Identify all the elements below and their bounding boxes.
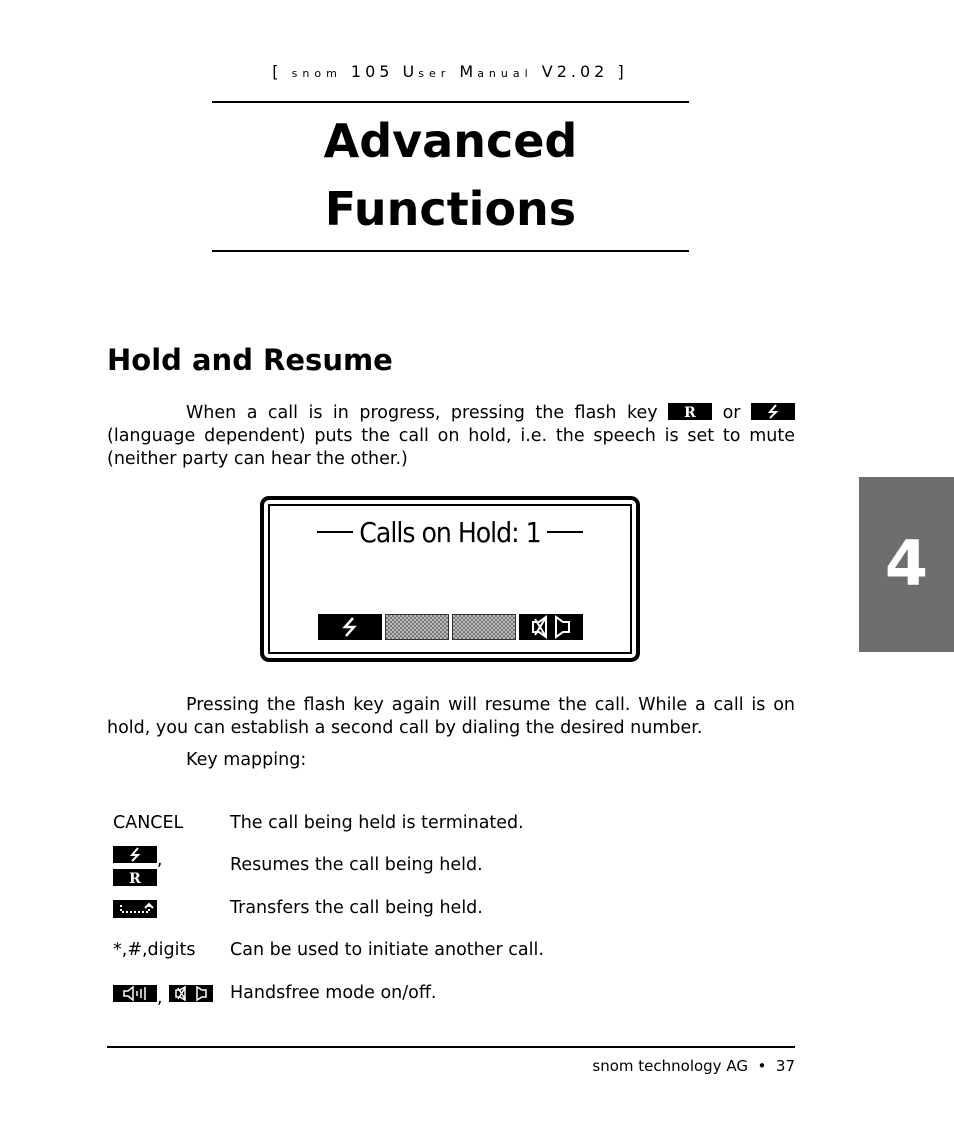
header-version: V2.02 xyxy=(541,62,609,81)
chapter-title xyxy=(212,107,689,243)
chapter-tab xyxy=(859,477,954,652)
keymap-digits-key: *,#,digits xyxy=(113,940,196,960)
speaker-key-icon xyxy=(113,985,157,1002)
keymap-handsfree-desc: Handsfree mode on/off. xyxy=(230,983,437,1003)
softkey-flash xyxy=(318,614,382,640)
svg-text:R: R xyxy=(129,871,141,886)
chapter-title-line2: Functions xyxy=(324,182,577,236)
footer-bullet: • xyxy=(757,1057,767,1075)
footer-rule xyxy=(107,1046,795,1048)
intro-or: or xyxy=(722,403,741,423)
header-brand: snom xyxy=(291,67,342,80)
phone-display xyxy=(260,496,640,662)
transfer-key-icon xyxy=(113,900,157,918)
header-user-initial: U xyxy=(402,62,419,81)
header-user-rest: ser xyxy=(418,67,451,80)
key-mapping-label: Key mapping: xyxy=(186,750,307,770)
resume-paragraph xyxy=(107,694,795,740)
keymap-transfer-desc: Transfers the call being held. xyxy=(230,898,483,918)
intro-text-2: (language dependent) puts the call on hold, i.e. the speech is set to mute (neither party can hear the other.) xyxy=(107,426,795,469)
keymap-cancel-desc: The call being held is terminated. xyxy=(230,813,524,833)
footer xyxy=(107,1057,795,1075)
softkey-empty-2 xyxy=(452,614,516,640)
page-number: 37 xyxy=(775,1057,795,1075)
keymap-separator: , xyxy=(157,850,163,870)
r-key-icon xyxy=(668,403,712,420)
header-bracket-close: ] xyxy=(617,62,628,81)
title-top-rule xyxy=(212,101,689,103)
keymap-digits-desc: Can be used to initiate another call. xyxy=(230,940,544,960)
softkey-empty-1 xyxy=(385,614,449,640)
header-model: 105 xyxy=(350,62,394,81)
title-bottom-rule xyxy=(212,250,689,252)
handsfree-off-key-icon xyxy=(169,985,213,1002)
phone-display-screen xyxy=(268,504,632,654)
flash-key-icon xyxy=(751,403,795,420)
handsfree-off-key-icon xyxy=(519,614,583,640)
footer-company: snom technology AG xyxy=(592,1057,748,1075)
flash-key-icon xyxy=(318,614,382,640)
display-calls-on-hold: Calls on Hold: 1 xyxy=(359,516,541,549)
svg-text:R: R xyxy=(684,405,696,420)
keymap-cancel-key: CANCEL xyxy=(113,813,184,833)
header-bracket-open: [ xyxy=(272,62,283,81)
r-key-icon xyxy=(113,869,157,886)
header-manual-initial: M xyxy=(459,62,478,81)
chapter-tab-number: 4 xyxy=(884,527,929,600)
intro-text-1: When a call is in progress, pressing the flash key xyxy=(186,403,658,423)
softkey-handsfree-off xyxy=(519,614,583,640)
header-manual-rest: anual xyxy=(477,67,533,80)
section-title: Hold and Resume xyxy=(107,343,393,377)
intro-paragraph xyxy=(107,402,795,471)
flash-key-icon xyxy=(113,846,157,863)
keymap-resume-desc: Resumes the call being held. xyxy=(230,855,483,875)
running-header xyxy=(0,62,900,81)
resume-text: Pressing the flash key again will resume the call. While a call is on hold, you can establish a second call by dialing the desired number. xyxy=(107,695,795,738)
keymap-separator: , xyxy=(157,988,163,1008)
display-text xyxy=(270,516,630,549)
chapter-title-line1: Advanced xyxy=(323,114,578,168)
